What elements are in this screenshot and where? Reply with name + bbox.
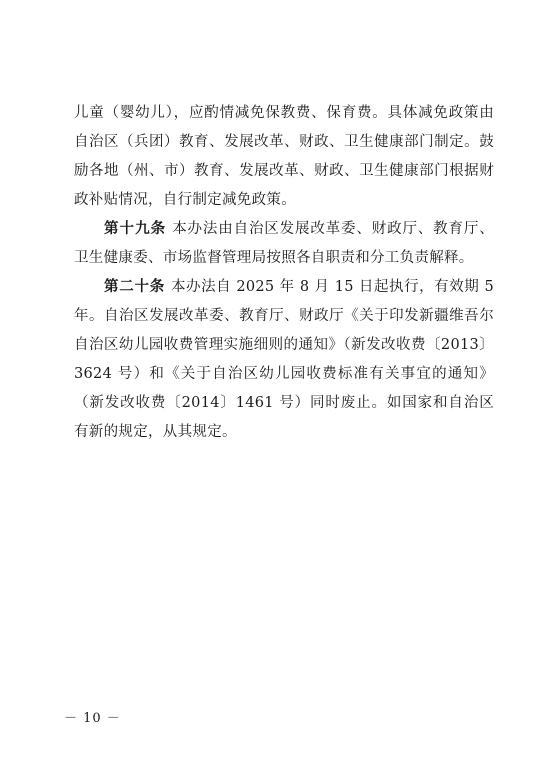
- paragraph-text: 本办法由自治区发展改革委、财政厅、教育厅、卫生健康委、市场监督管理局按照各自职责和分工负责解释。: [74, 221, 494, 266]
- paragraph-text: 儿童（婴幼儿），应酌情减免保教费、保育费。具体减免政策由自治区（兵团）教育、发展改革、财政、卫生健康部门制定。鼓励各地（州、市）教育、发展改革、财政、卫生健康部门根据财政补贴情况，自行制定减免政策。: [74, 105, 494, 208]
- paragraph-article-20: [74, 273, 494, 447]
- paragraph-text: 本办法自 2025 年 8 月 15 日起执行，有效期 5 年。自治区发展改革委、教育厅、财政厅《关于印发新疆维吾尔自治区幼儿园收费管理实施细则的通知》（新发改收费〔2013〕3624 号）和《关于自治区幼儿园收费标准有关事宜的通知》（新发改收费〔2014〕1461 号）同时废止。如国家和自治区有新的规定，从其规定。: [74, 279, 495, 440]
- document-body: [74, 99, 494, 447]
- page-number: － 10 －: [64, 711, 121, 726]
- article-title: 第二十条: [104, 279, 165, 295]
- paragraph-article-19: [74, 215, 494, 273]
- paragraph-continuation: [74, 99, 494, 215]
- article-title: 第十九条: [104, 221, 167, 237]
